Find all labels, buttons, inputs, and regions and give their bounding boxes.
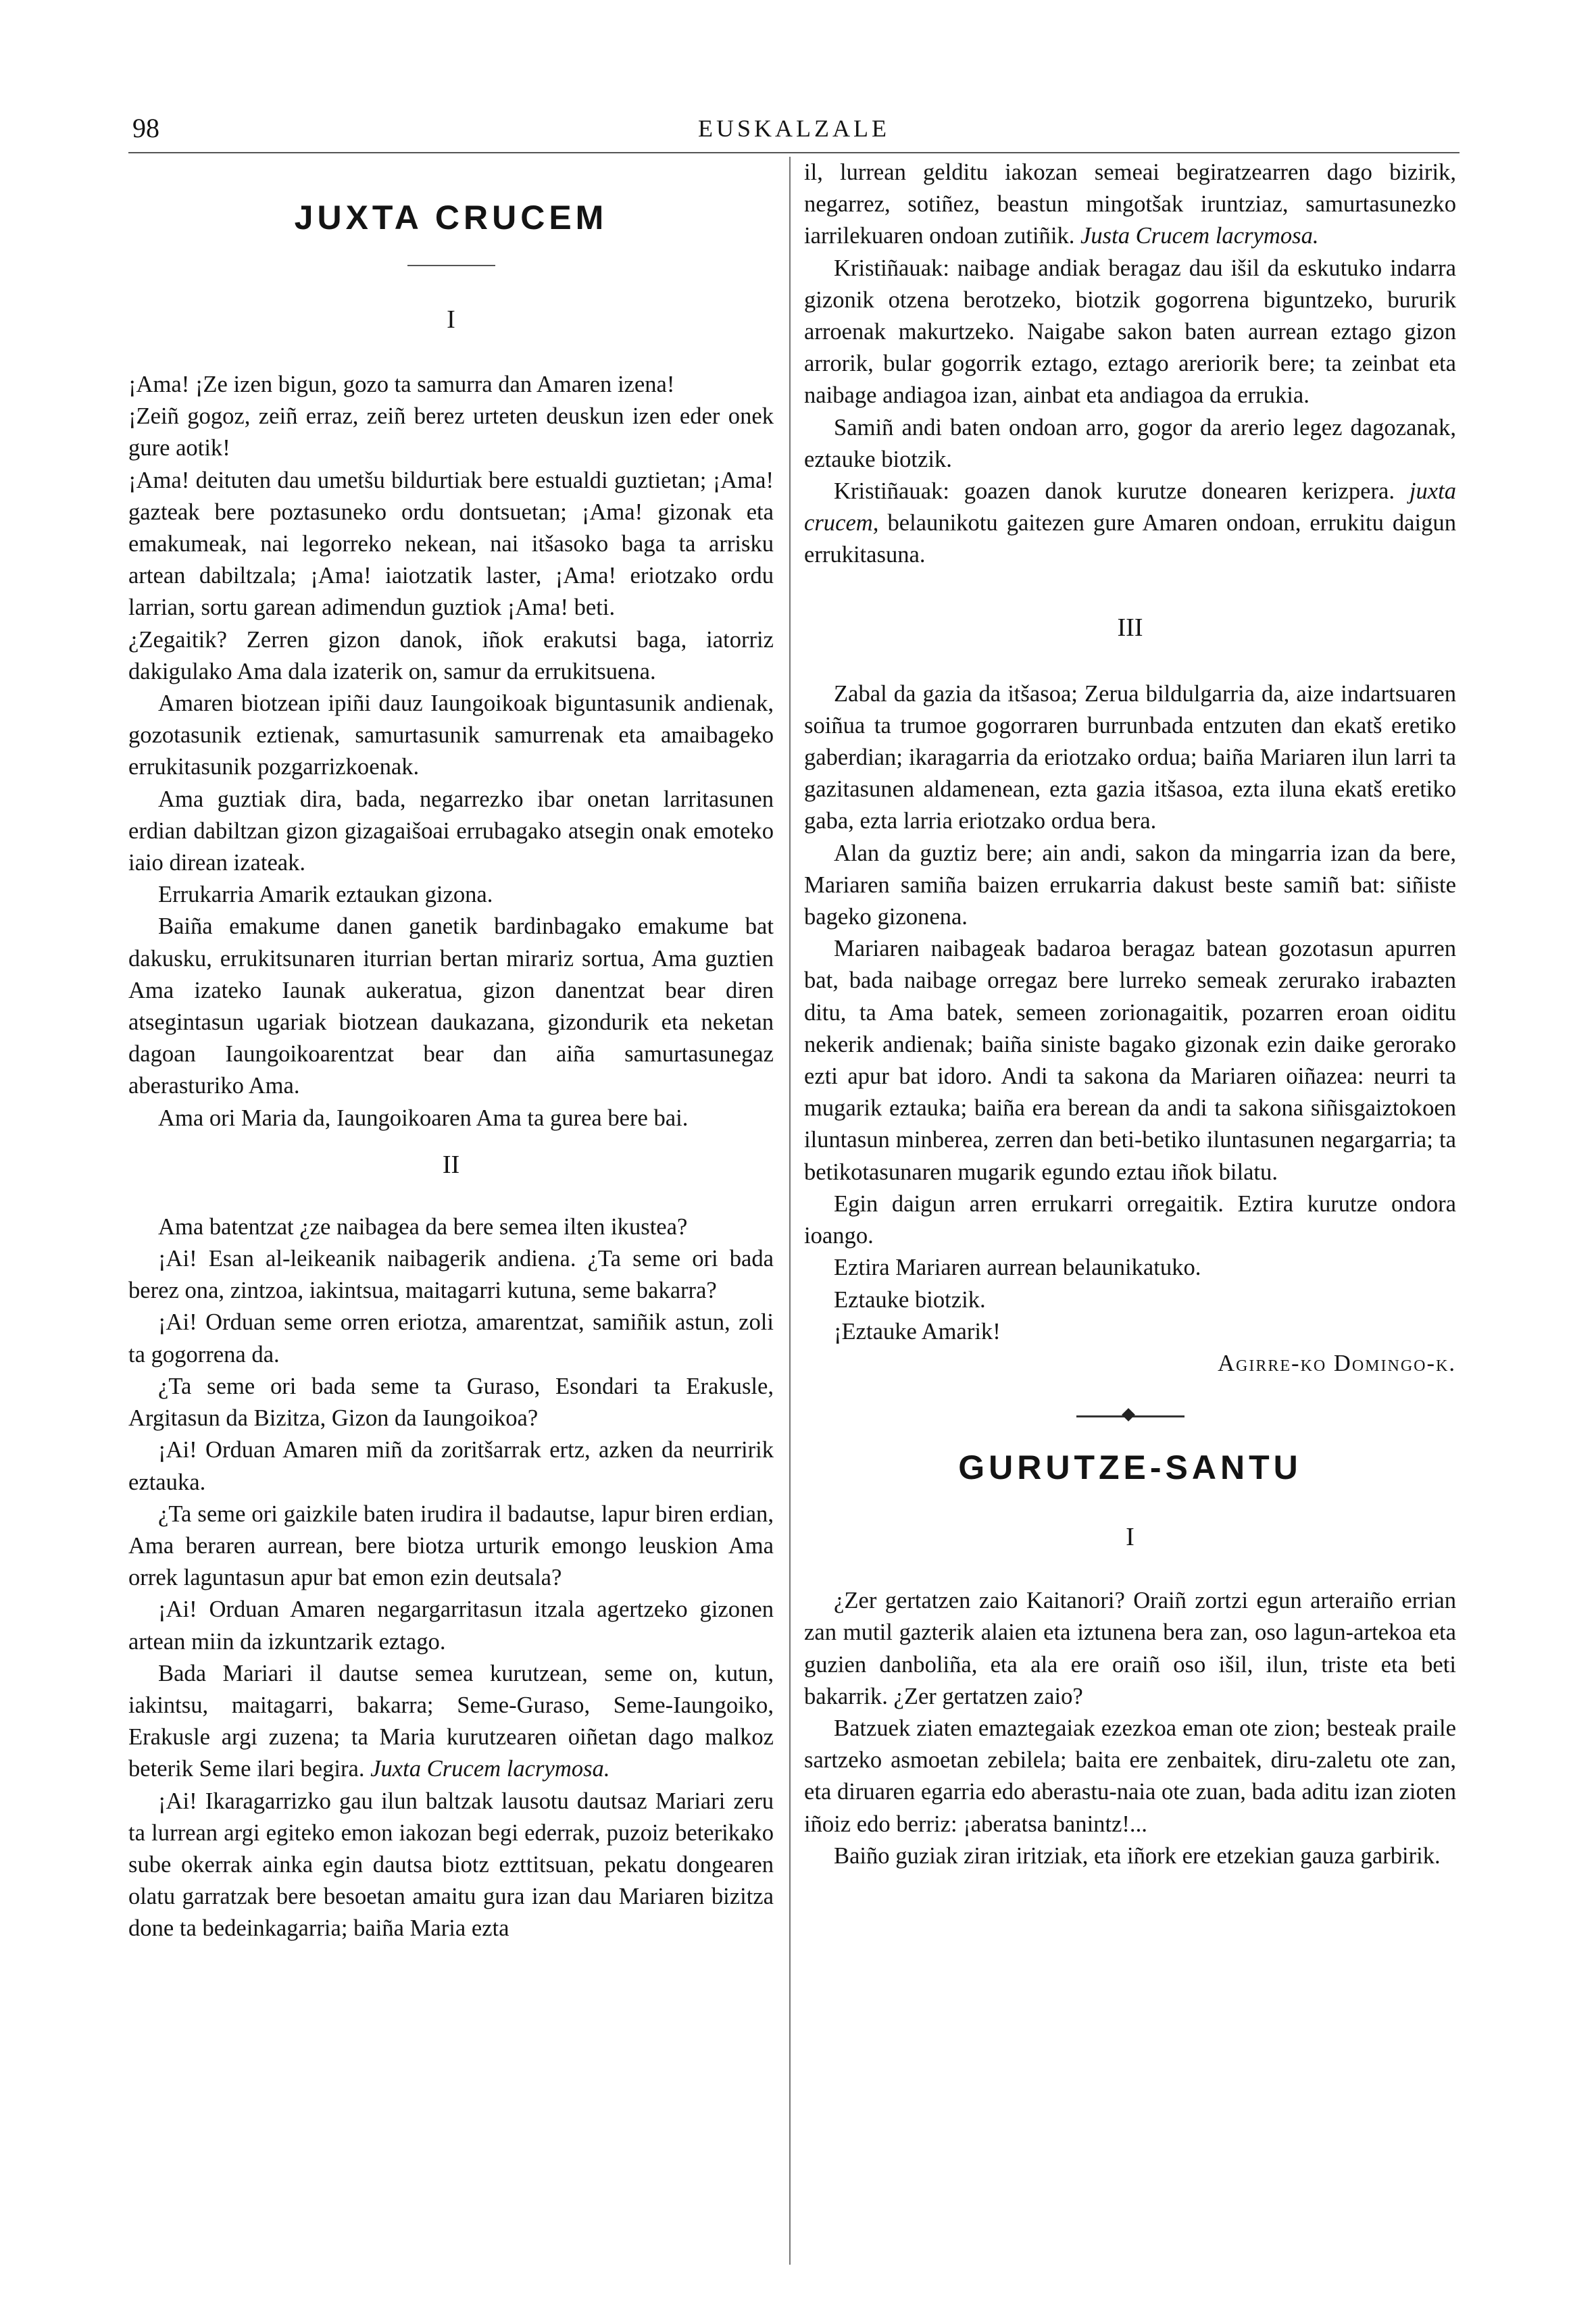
- paragraph: Zabal da gazia da itšasoa; Zerua bildulgarria da, aize indartsuaren soiñua ta trumoe gogorraren burrunbada entzuten dan ekatš eretiko gaberdian; ikaragarria da eriotzako ordua; baiña Mariaren ilun larri ta gazitasunen aldamenean, ezta gazia itšasoa, ezta iluna ekatš eretiko gaba, ezta larria eriotzako ordua bera.: [804, 680, 1456, 834]
- paragraph: ¡Ama! ¡Ze izen bigun, gozo ta samurra dan Amaren izena!: [128, 372, 675, 397]
- paragraph: Amaren biotzean ipiñi dauz Iaungoikoak biguntasunik andienak, gozotasunik eztienak, samurtasunik samurrenak eta amaibageko errukitasunik pozgarrizkoenak.: [128, 690, 774, 780]
- paragraph-text: Bada Mariari il dautse semea kurutzean, seme on, kutun, iakintsu, maitagarri, bakarra; Seme-Guraso, Seme-Iaungoiko, Erakusle argi zuzena; ta Maria kurutzearen oiñetan dago malkoz beterik Seme ilari begira.: [128, 1660, 774, 1782]
- paragraph: [804, 476, 1456, 572]
- paragraph: [128, 1658, 774, 1786]
- article-divider: [1076, 1409, 1184, 1423]
- article-title-gurutze-santu: GURUTZE-SANTU: [958, 1449, 1302, 1487]
- paragraph: ¿Zer gertatzen zaio Kaitanori? Oraiñ zortzi egun arteraiño errian zan mutil gazterik alaien eta iztunena bera zan, oso lagun-artekoa eta guzien danboliña, eta ala ere oraiñ oso išil, ilun, triste eta beti bakarrik. ¿Zer gertatzen zaio?: [804, 1588, 1456, 1709]
- paragraph: Mariaren naibageak badaroa beragaz batean gozotasun apurren bat, bada naibage orregaz bere lurreko semeak zerurako irabazten ditu, ta Ama batek, semeen zorionagaitik, pozarren eroan oiditu nekerik andienak; baiña siniste bagako gizonak ezin daike gerorako ezti apur bat idoro. Andi ta sakona da Mariaren oiñazea: neurri ta mugarik eztauka; baiña era berean da andi ta sakona siñisgaiztokoen iluntasun minberea, zerren dan beti-betiko iluntasunen negargarria; ta betikotasunaren mugarik egundo eztau iñok bilatu.: [804, 936, 1456, 1185]
- column-divider: [789, 157, 791, 2265]
- paragraph: Ama batentzat ¿ze naibagea da bere semea ilten ikustea?: [158, 1213, 688, 1240]
- page-header: [128, 108, 1460, 149]
- section-number-ii: II: [442, 1150, 460, 1179]
- paragraph-text: il, lurrean gelditu iakozan semeai begiratzearren dago bizirik, negarrez, sotiñez, beastun mingotšak iruntziaz, samurtasunezko iarrilekuaren ondoan zutiñik.: [804, 159, 1456, 249]
- paragraph: ¿Zegaitik? Zerren gizon danok, iñok erakutsi baga, iatorriz dakigulako Ama dala izaterik on, samur da errukitsuena.: [128, 626, 774, 684]
- paragraph: ¡Ai! Ikaragarrizko gau ilun baltzak lausotu dautsaz Mariari zeru ta lurrean argi egiteko emon iakozan begi ederrak, puzoiz beterikako sube okerrak ainka egin dautsa biotz ezttitsuan, pekatu dongearen olatu garratzak bere besoetan amaitu gura izan dau Mariaren bizitza done ta bedeinkagarria; baiña Maria ezta: [128, 1788, 774, 1942]
- paragraph: Batzuek ziaten emaztegaiak ezezkoa eman ote zion; besteak praile sartzeko asmoetan zebilela; baita ere zenbaitek, diru-zaletu ote zan, eta diruaren egarria edo aberastu-naia ote zuan, bada aditu izan zioten iñoiz edo berriz: ¡aberatsa banintz!...: [804, 1715, 1456, 1837]
- right-column: [804, 157, 1456, 1872]
- latin-phrase: juxta crucem,: [804, 478, 1456, 536]
- section-number-i: I: [447, 305, 455, 334]
- title-rule: [407, 265, 495, 266]
- running-title: EUSKALZALE: [698, 115, 890, 142]
- paragraph: ¡Zeiñ gogoz, zeiñ erraz, zeiñ berez urteten deuskun izen eder onek gure aotik!: [128, 403, 774, 461]
- author-signature: Agirre-ko Domingo-k.: [1218, 1350, 1456, 1376]
- paragraph: ¡Eztauke Amarik!: [834, 1318, 1001, 1344]
- paragraph: Kristiñauak: naibage andiak beragaz dau išil da eskutuko indarra gizonik otzena berotzeko, biotzik gogorrena biguntzeko, bururik arroenak makurtzeko. Naigabe sakon baten aurrean eztago gizon arrorik, bular gogorrik eztago, eztago areriorik bere; ta zeinbat eta naibage andiagoa izan, ainbat eta andiagoa da errukia.: [804, 255, 1456, 409]
- latin-phrase: Justa Crucem lacrymosa.: [1080, 223, 1319, 249]
- paragraph: Ama ori Maria da, Iaungoikoaren Ama ta gurea bere bai.: [158, 1105, 689, 1131]
- paragraph: ¡Ai! Orduan Amaren miñ da zoritšarrak ertz, azken da neurririk eztauka.: [128, 1437, 774, 1495]
- paragraph: ¡Ai! Esan al-leikeanik naibagerik andiena. ¿Ta seme ori bada berez ona, zintzoa, iakintsua, maitagarri kutuna, seme bakarra?: [128, 1246, 774, 1304]
- latin-phrase: Juxta Crucem lacrymosa.: [370, 1756, 610, 1782]
- paragraph-continued: [804, 157, 1456, 253]
- article-title-juxta-crucem: JUXTA CRUCEM: [294, 199, 608, 236]
- page-number: 98: [132, 113, 159, 143]
- paragraph: Ama guztiak dira, bada, negarrezko ibar onetan larritasunen erdian dabiltzan gizon gizagaišoai errubagako atsegin onak emoteko iaio direan izateak.: [128, 786, 774, 876]
- left-column: [128, 157, 774, 1945]
- paragraph: Alan da guztiz bere; ain andi, sakon da mingarria izan da bere, Mariaren samiña baizen errukarria dakust beste samiñ bat: siñiste bageko gizonena.: [804, 840, 1456, 930]
- section-number-i: I: [1126, 1523, 1134, 1552]
- paragraph: ¿Ta seme ori gaizkile baten irudira il badautse, lapur biren erdian, Ama beraren aurrean, bere biotza urturik emongo leuskion Ama orrek laguntasun apur bat emon ezin deutsala?: [128, 1501, 774, 1591]
- paragraph: Baiño guziak ziran iritziak, eta iñork ere etzekian gauza garbirik.: [834, 1842, 1441, 1869]
- paragraph: Samiñ andi baten ondoan arro, gogor da arerio legez dagozanak, eztauke biotzik.: [804, 414, 1456, 472]
- header-rule: [128, 152, 1460, 153]
- paragraph: ¡Ai! Orduan seme orren eriotza, amarentzat, samiñik astun, zoli ta gogorrena da.: [128, 1309, 774, 1367]
- paragraph: Baiña emakume danen ganetik bardinbagako emakume bat dakusku, errukitsunaren iturrian bertan mirariz sortua, Ama guztien Ama izateko Iaunak aukeratua, gizon danentzat bear diren atsegintasun ugariak biotzean daukazana, gizondurik eta neketan dagoan Iaungoikoarentzat bear dan aiña samurtasunegaz aberasturiko Ama.: [128, 913, 774, 1099]
- paragraph: Eztira Mariaren aurrean belaunikatuko.: [834, 1255, 1201, 1281]
- paragraph: Errukarria Amarik eztaukan gizona.: [158, 882, 493, 908]
- paragraph: ¡Ama! deituten dau umetšu bildurtiak bere estualdi guztietan; ¡Ama! gazteak bere poztasuneko ordu dontsuetan; ¡Ama! gizonak eta emakumeak, nai legorreko nekean, nai itšasoko baga ta arrisku artean dabiltzala; ¡Ama! iaiotzatik laster, ¡Ama! eriotzako ordu larrian, sortu garean adimendun guztiok ¡Ama! beti.: [128, 467, 774, 621]
- diamond-ornament-icon: [1122, 1408, 1135, 1422]
- section-number-iii: III: [1117, 613, 1143, 642]
- paragraph: Eztauke biotzik.: [834, 1286, 986, 1313]
- paragraph-text: Kristiñauak: goazen danok kurutze donearen kerizpera.: [834, 478, 1395, 505]
- paragraph: ¡Ai! Orduan Amaren negargarritasun itzala agertzeko gizonen artean miin da izkuntzarik eztago.: [128, 1596, 774, 1655]
- paragraph-text: belaunikotu gaitezen gure Amaren ondoan, errukitu daigun errukitasuna.: [804, 510, 1456, 568]
- paragraph: Egin daigun arren errukarri orregaitik. Eztira kurutze ondora ioango.: [804, 1190, 1456, 1249]
- paragraph: ¿Ta seme ori bada seme ta Guraso, Esondari ta Erakusle, Argitasun da Bizitza, Gizon da Iaungoikoa?: [128, 1373, 774, 1432]
